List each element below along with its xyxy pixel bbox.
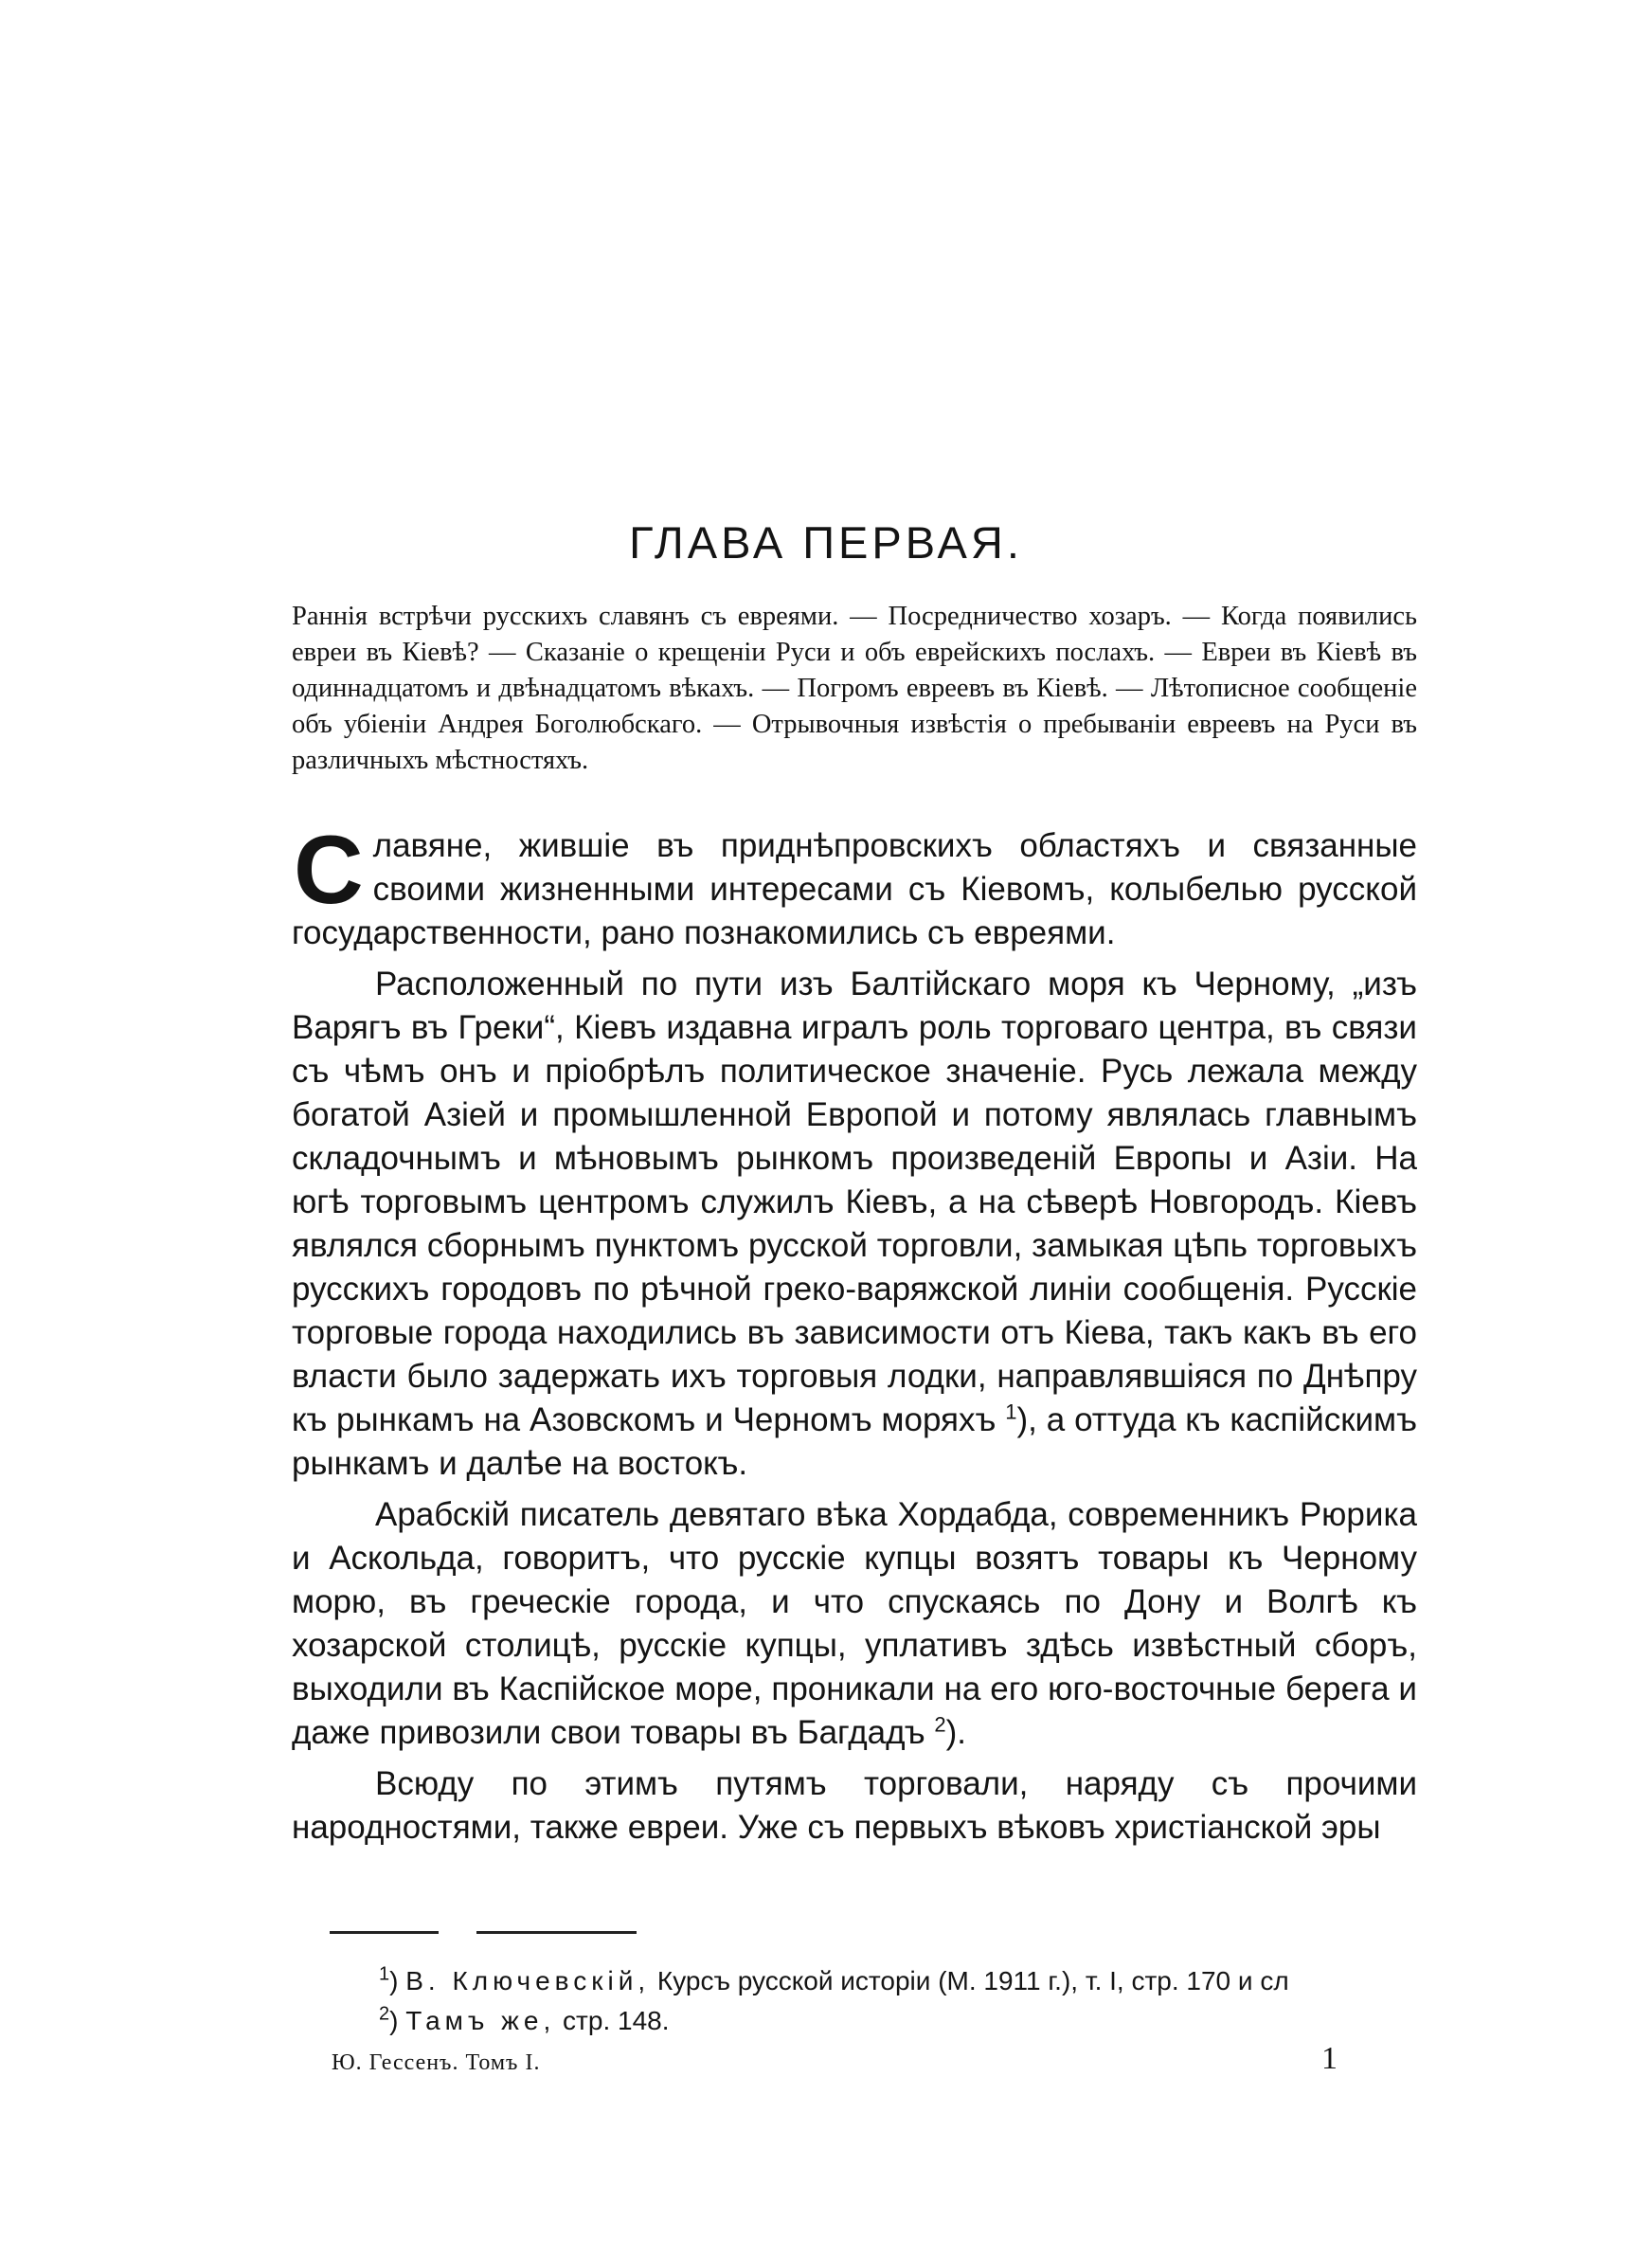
body-text bbox=[292, 816, 1417, 1857]
paragraph-4-text: Всюду по этимъ путямъ торговали, наряду съ прочими народностями, также евреи. Уже съ первыхъ вѣковъ христіанской эры bbox=[292, 1765, 1417, 1846]
footnote-2-author: Тамъ же, bbox=[405, 2006, 556, 2035]
footer-author-volume: Ю. Гессенъ. Томъ I. bbox=[332, 2050, 541, 2075]
paragraph-4 bbox=[292, 1762, 1417, 1850]
page-number: 1 bbox=[1321, 2041, 1338, 2076]
footnote-separator bbox=[330, 1931, 637, 1935]
paragraph-2-text-b: ), а оттуда къ каспійскимъ рынкамъ и далѣе на востокъ. bbox=[292, 1401, 1417, 1482]
paragraph-2 bbox=[292, 963, 1417, 1486]
footnote-1: $^1$) В. Ключевскій, Курсъ русской исторіи (М. 1911 г.), т. I, стр. 170 и сл bbox=[379, 1963, 1289, 1995]
footnote-2: $^2$) Тамъ же, стр. 148. bbox=[379, 2003, 670, 2035]
footnote-ref-2: 2 bbox=[934, 1712, 946, 1737]
drop-cap-letter: С bbox=[294, 816, 364, 924]
chapter-title: ГЛАВА ПЕРВАЯ. bbox=[629, 517, 1023, 568]
footnote-2-text: стр. 148. bbox=[555, 2006, 670, 2035]
footnote-1-number: 1 bbox=[379, 1963, 390, 1985]
paragraph-3-text-b: ). bbox=[945, 1714, 967, 1751]
footnote-ref-1: 1 bbox=[1005, 1399, 1017, 1424]
page-footer bbox=[332, 2041, 1421, 2083]
paragraph-3 bbox=[292, 1493, 1417, 1755]
footnote-1-text: Курсъ русской исторіи (М. 1911 г.), т. I, стр. 170 и сл bbox=[650, 1966, 1289, 1995]
paragraph-2-text-a: Расположенный по пути изъ Балтійскаго моря къ Черному, „изъ Варягъ въ Греки“, Кіевъ издавна игралъ роль торговаго центра, въ связи съ чѣмъ онъ и пріобрѣлъ политическое значеніе. Русь лежала между богатой Азіей и промышленной Европой и потому являлась главнымъ складочнымъ и мѣновымъ рынкомъ произведеній Европы и Азіи. На югѣ торговымъ центромъ служилъ Кіевъ, а на сѣверѣ Новгородъ. Кіевъ являлся сборнымъ пунктомъ русской торговли, замыкая цѣпь торговыхъ русскихъ городовъ по рѣчной греко-варяжской линіи сообщенія. Русскіе торговые города находились въ зависимости отъ Кіева, такъ какъ въ его власти было задержать ихъ торговыя лодки, направлявшіяся по Днѣпру къ рынкамъ на Азовскомъ и Черномъ моряхъ bbox=[292, 966, 1417, 1438]
chapter-summary: Раннія встрѣчи русскихъ славянъ съ евреями. — Посредничество хозаръ. — Когда появились евреи въ Кіевѣ? — Сказаніе о крещеніи Руси и объ еврейскихъ послахъ. — Евреи въ Кіевѣ въ одиннадцатомъ и двѣнадцатомъ вѣкахъ. — Погромъ евреевъ въ Кіевѣ. — Лѣтописное сообщеніе объ убіеніи Андрея Боголюбскаго. — Отрывочныя извѣстія о пребываніи евреевъ на Руси въ различныхъ мѣстностяхъ. bbox=[292, 602, 1417, 775]
paragraph-1 bbox=[292, 816, 1417, 955]
footnote-1-author: В. Ключевскій, bbox=[405, 1966, 651, 1995]
footnote-2-number: 2 bbox=[379, 2003, 390, 2025]
paragraph-1-text: лавяне, жившіе въ приднѣпровскихъ областяхъ и связанные своими жизненными интересами съ Кіевомъ, колыбелью русской государственности, рано познакомились съ евреями. bbox=[292, 827, 1417, 951]
paragraph-3-text-a: Арабскій писатель девятаго вѣка Хордабда, современникъ Рюрика и Аскольда, говоритъ, что русскіе купцы возятъ товары къ Черному морю, въ греческіе города, и что спускаясь по Дону и Волгѣ къ хозарской столицѣ, русскіе купцы, уплативъ здѣсь извѣстный сборъ, выходили въ Каспійское море, проникали на его юго-восточные берега и даже привозили свои товары въ Багдадъ bbox=[292, 1496, 1417, 1751]
footnotes bbox=[379, 1961, 1421, 2041]
